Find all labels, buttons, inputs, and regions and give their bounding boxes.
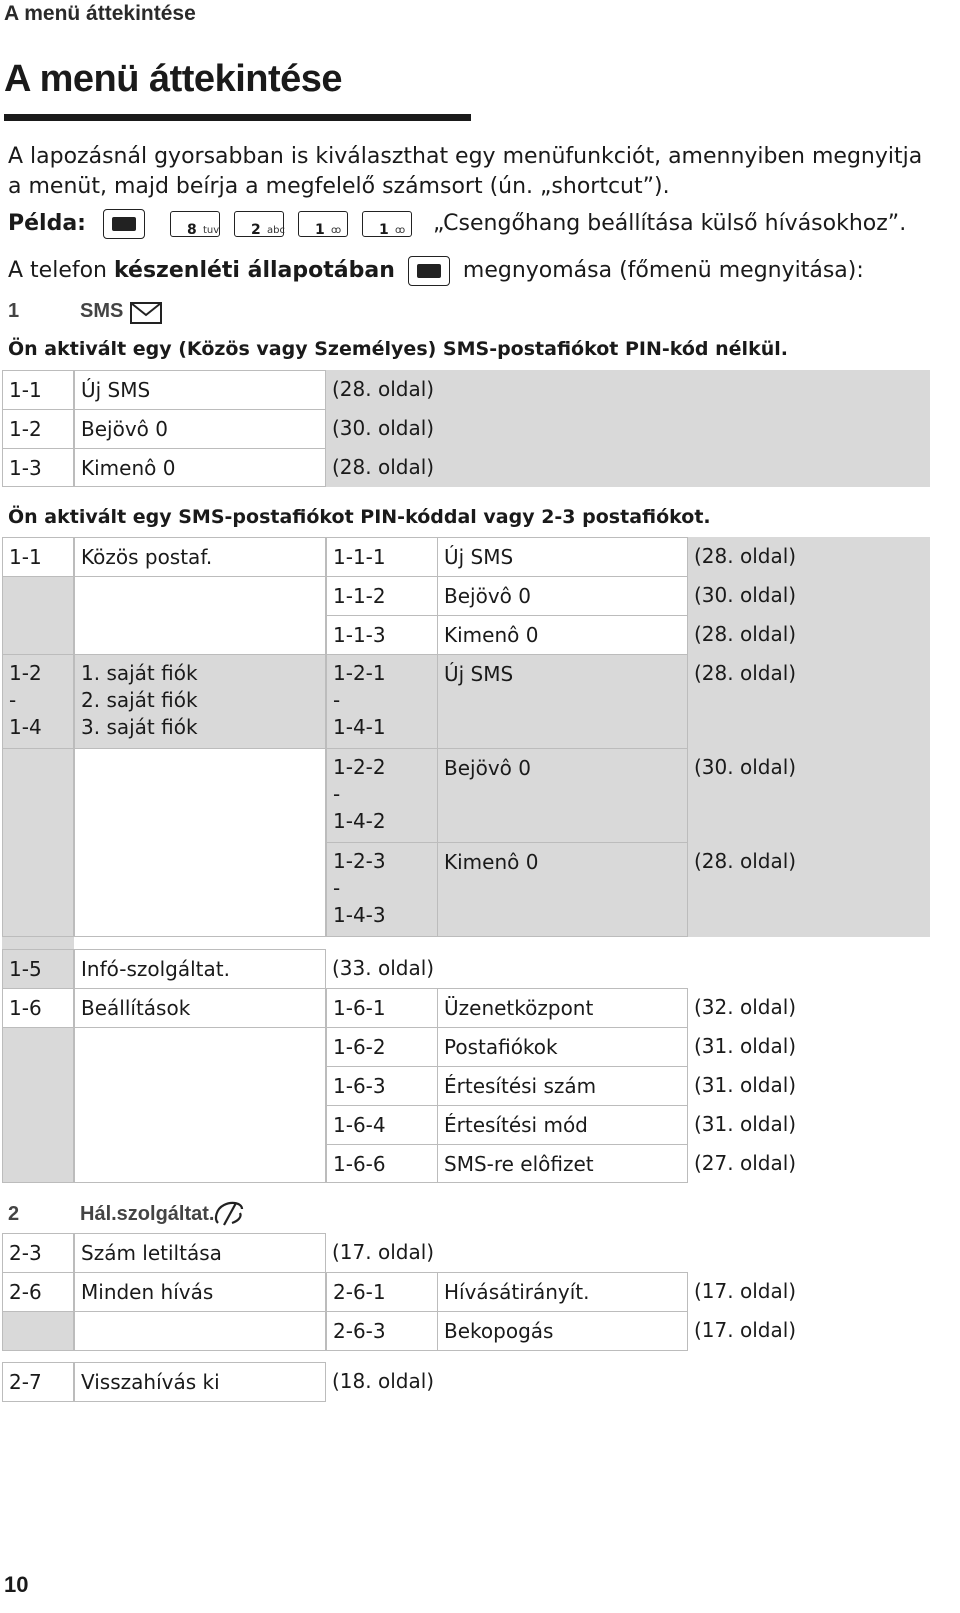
network-service-icon (212, 1199, 246, 1227)
table-row-code: 1-3 (2, 448, 74, 487)
table-row-name: SMS-re elôfizet (437, 1144, 688, 1183)
table-row-name: Üzenetközpont (437, 988, 688, 1028)
table-row-page: (30. oldal) (694, 583, 797, 607)
table-row-page: (31. oldal) (694, 1112, 797, 1136)
table-row-page: (31. oldal) (694, 1034, 797, 1058)
table-row-page: (31. oldal) (694, 1073, 797, 1097)
page-title: A menü áttekintése (4, 58, 343, 100)
table-row-page: (18. oldal) (332, 1369, 435, 1393)
table-row-name: Új SMS (437, 654, 688, 749)
table-row-page: (28. oldal) (694, 849, 797, 873)
table-row-code: 1-6-4 (326, 1105, 438, 1145)
table-row-name: Kimenô 0 (74, 448, 326, 487)
table-row-page: (32. oldal) (694, 995, 797, 1019)
table-row-name: 1. saját fiók 2. saját fiók 3. saját fiók (74, 654, 326, 749)
page-number: 10 (4, 1572, 29, 1597)
table-row-code: 1-1-2 (326, 576, 438, 616)
section-label-network: Hál.szolgáltat. (80, 1203, 215, 1225)
key-2-icon: 2 abc (234, 211, 284, 237)
table-row-page: (30. oldal) (332, 416, 435, 440)
table-row-name: Értesítési szám (437, 1066, 688, 1106)
note-with-pin: Ön aktivált egy SMS-postafiókot PIN-kóddal vagy 2-3 postafiókot. (8, 506, 711, 528)
table-row-page: (28. oldal) (694, 622, 797, 646)
table-row-code: 2-6-3 (326, 1311, 438, 1351)
example-line (8, 209, 906, 239)
title-rule (4, 114, 471, 121)
table-row-code: 1-6-2 (326, 1027, 438, 1067)
table-row-page: (28. oldal) (332, 455, 435, 479)
table-row-name: Infó-szolgáltat. (74, 949, 326, 989)
table-row-code: 1-1 (2, 370, 74, 410)
table-row-code: 1-1-1 (326, 537, 438, 577)
table-row-name: Hívásátirányít. (437, 1272, 688, 1312)
menu-key-icon (103, 209, 145, 239)
table-row-page: (33. oldal) (332, 956, 435, 980)
table-row-page: (28. oldal) (332, 377, 435, 401)
example-label: Példa: (8, 211, 86, 236)
running-header: A menü áttekintése (4, 2, 196, 25)
table-row-page: (17. oldal) (694, 1318, 797, 1342)
table-row-name: Beállítások (74, 988, 326, 1028)
table-row-page: (28. oldal) (694, 661, 797, 685)
table-row-code: 2-6 (2, 1272, 74, 1312)
standby-line: A telefon készenléti állapotában megnyomása (főmenü megnyitása): (8, 256, 864, 286)
table-row-code: 1-2-2 - 1-4-2 (326, 748, 438, 843)
table-row-name: Bekopogás (437, 1311, 688, 1351)
intro-paragraph: A lapozásnál gyorsabban is kiválaszthat egy menüfunkciót, amennyiben megnyitja a menüt, majd beírja a megfelelő számsort (ún. „shortcut”). (8, 144, 923, 199)
table-row-code: 1-6-6 (326, 1144, 438, 1183)
table-row-code: 1-6-1 (326, 988, 438, 1028)
table-row-name: Postafiókok (437, 1027, 688, 1067)
table-row-code: 2-7 (2, 1362, 74, 1402)
table-row-code: 1-2 - 1-4 (2, 654, 74, 749)
table-row-code: 1-1 (2, 537, 74, 577)
table-row-page: (27. oldal) (694, 1151, 797, 1175)
table-row-name: Visszahívás ki (74, 1362, 326, 1402)
section-number-sms: 1 (8, 300, 20, 322)
table-row-code: 1-6-3 (326, 1066, 438, 1106)
table-row-name: Közös postaf. (74, 537, 326, 577)
key-1-icon: 1 ꝏ (298, 211, 348, 237)
table-row-page: (28. oldal) (694, 544, 797, 568)
table-row-code: 1-5 (2, 949, 74, 989)
table-row-code: 1-2-1 - 1-4-1 (326, 654, 438, 749)
table-row-name: Bejövô 0 (437, 576, 688, 616)
table-row-name: Bejövô 0 (74, 409, 326, 449)
table-row-code: 2-3 (2, 1233, 74, 1273)
table-row-name: Értesítési mód (437, 1105, 688, 1145)
table-row-page: (30. oldal) (694, 755, 797, 779)
key-1-icon: 1 ꝏ (362, 211, 412, 237)
table-row-name: Bejövô 0 (437, 748, 688, 843)
table-row-code: 1-6 (2, 988, 74, 1028)
table-row-page: (17. oldal) (694, 1279, 797, 1303)
table-row-name: Kimenô 0 (437, 615, 688, 655)
table-row-code: 1-1-3 (326, 615, 438, 655)
section-number-network: 2 (8, 1203, 20, 1225)
envelope-icon (130, 302, 162, 324)
section-label-sms: SMS (80, 300, 124, 322)
key-8-icon: 8 tuv (170, 211, 220, 237)
table-row-name: Szám letiltása (74, 1233, 326, 1273)
table-row-name: Minden hívás (74, 1272, 326, 1312)
table-row-code: 2-6-1 (326, 1272, 438, 1312)
note-no-pin: Ön aktivált egy (Közös vagy Személyes) SMS-postafiókot PIN-kód nélkül. (8, 338, 788, 360)
table-row-name: Új SMS (437, 537, 688, 577)
menu-key-icon (408, 256, 450, 286)
table-row-code: 1-2-3 - 1-4-3 (326, 842, 438, 937)
example-text: „Csengőhang beállítása külső hívásokhoz”. (432, 211, 907, 236)
table-row-page: (17. oldal) (332, 1240, 435, 1264)
table-row-code: 1-2 (2, 409, 74, 449)
table-row-name: Kimenô 0 (437, 842, 688, 937)
table-row-name: Új SMS (74, 370, 326, 410)
